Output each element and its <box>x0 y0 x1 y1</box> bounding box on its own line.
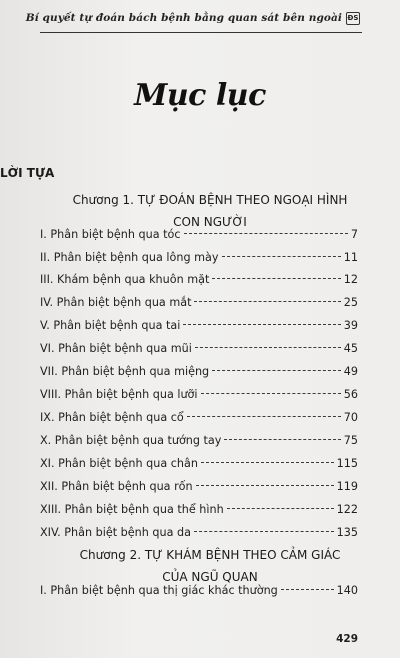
toc-entry[interactable] <box>40 319 358 335</box>
dot-leader <box>183 324 340 325</box>
toc-entry-label: V. Phân biệt bệnh qua tai <box>40 319 181 332</box>
toc-entry-label: I. Phân biệt bệnh qua thị giác khác thường <box>40 584 278 597</box>
chapter-1-heading-line-2: CON NGƯỜI <box>173 215 247 229</box>
toc-entry-label: X. Phân biệt bệnh qua tướng tay <box>40 434 222 447</box>
dot-leader <box>194 301 340 302</box>
toc-entry-label: II. Phân biệt bệnh qua lông mày <box>40 251 219 264</box>
publisher-mark-icon: ĐS <box>346 12 360 25</box>
toc-entry[interactable] <box>40 342 358 358</box>
chapter-1-heading <box>40 189 380 233</box>
toc-entry[interactable] <box>40 365 358 381</box>
toc-preface: LỜI TỰA <box>0 166 55 180</box>
dot-leader <box>187 416 341 417</box>
toc-entry-page: 122 <box>336 503 358 516</box>
toc-entry-label: IX. Phân biệt bệnh qua cổ <box>40 411 184 424</box>
dot-leader <box>212 370 341 371</box>
toc-entry-label: XI. Phân biệt bệnh qua chân <box>40 457 198 470</box>
dot-leader <box>194 531 334 532</box>
toc-entry-page: 135 <box>336 526 358 539</box>
toc-title: Mục lục <box>134 78 266 113</box>
toc-entry-page: 7 <box>350 228 358 241</box>
toc-entry-label: XII. Phân biệt bệnh qua rốn <box>40 480 193 493</box>
dot-leader <box>281 589 334 590</box>
toc-entry-page: 75 <box>343 434 358 447</box>
header-divider <box>40 32 362 33</box>
page-number: 429 <box>336 633 358 645</box>
chapter-2-heading <box>40 544 380 588</box>
toc-entry-page: 11 <box>343 251 358 264</box>
toc-entry[interactable] <box>40 273 358 289</box>
dot-leader <box>222 256 341 257</box>
toc-entry[interactable] <box>40 480 358 496</box>
toc-entry[interactable] <box>40 388 358 404</box>
toc-entry[interactable] <box>40 503 358 519</box>
running-header <box>25 10 360 30</box>
dot-leader <box>201 462 334 463</box>
toc-entry[interactable] <box>40 411 358 427</box>
dot-leader <box>201 393 341 394</box>
dot-leader <box>196 485 334 486</box>
chapter-1-heading-line-1: Chương 1. TỰ ĐOÁN BỆNH THEO NGOẠI HÌNH <box>72 193 348 207</box>
toc-entry[interactable] <box>40 584 358 600</box>
toc-entry-label: XIV. Phân biệt bệnh qua da <box>40 526 191 539</box>
running-header-title: Bí quyết tự đoán bách bệnh bằng quan sát bên ngoài <box>25 12 342 24</box>
toc-entry-label: VII. Phân biệt bệnh qua miệng <box>40 365 210 378</box>
toc-entry-page: 12 <box>343 273 358 286</box>
toc-entry[interactable] <box>40 228 358 244</box>
toc-entry-page: 56 <box>343 388 358 401</box>
toc-entry[interactable] <box>40 526 358 542</box>
toc-entry-label: I. Phân biệt bệnh qua tóc <box>40 228 181 241</box>
dot-leader <box>195 347 341 348</box>
toc-entry-page: 70 <box>343 411 358 424</box>
toc-entry-page: 39 <box>343 319 358 332</box>
toc-entry-label: VIII. Phân biệt bệnh qua lưỡi <box>40 388 198 401</box>
toc-entry[interactable] <box>40 251 358 267</box>
toc-entry-page: 119 <box>336 480 358 493</box>
chapter-2-heading-line-1: Chương 2. TỰ KHÁM BỆNH THEO CẢM GIÁC <box>79 548 341 562</box>
dot-leader <box>224 439 340 440</box>
toc-entry-label: XIII. Phân biệt bệnh qua thể hình <box>40 503 224 516</box>
toc-entry-label: IV. Phân biệt bệnh qua mắt <box>40 296 192 309</box>
toc-entry-page: 140 <box>336 584 358 597</box>
toc-entry[interactable] <box>40 457 358 473</box>
toc-entry[interactable] <box>40 434 358 450</box>
toc-entry-page: 45 <box>343 342 358 355</box>
toc-entry-label: III. Khám bệnh qua khuôn mặt <box>40 273 210 286</box>
dot-leader <box>212 278 340 279</box>
toc-entry-page: 49 <box>343 365 358 378</box>
dot-leader <box>227 508 334 509</box>
toc-entry-page: 115 <box>336 457 358 470</box>
toc-entry-page: 25 <box>343 296 358 309</box>
chapter-2-heading-line-2: CỦA NGŨ QUAN <box>162 570 258 584</box>
toc-entry[interactable] <box>40 296 358 312</box>
toc-entry-label: VI. Phân biệt bệnh qua mũi <box>40 342 192 355</box>
dot-leader <box>184 233 348 234</box>
